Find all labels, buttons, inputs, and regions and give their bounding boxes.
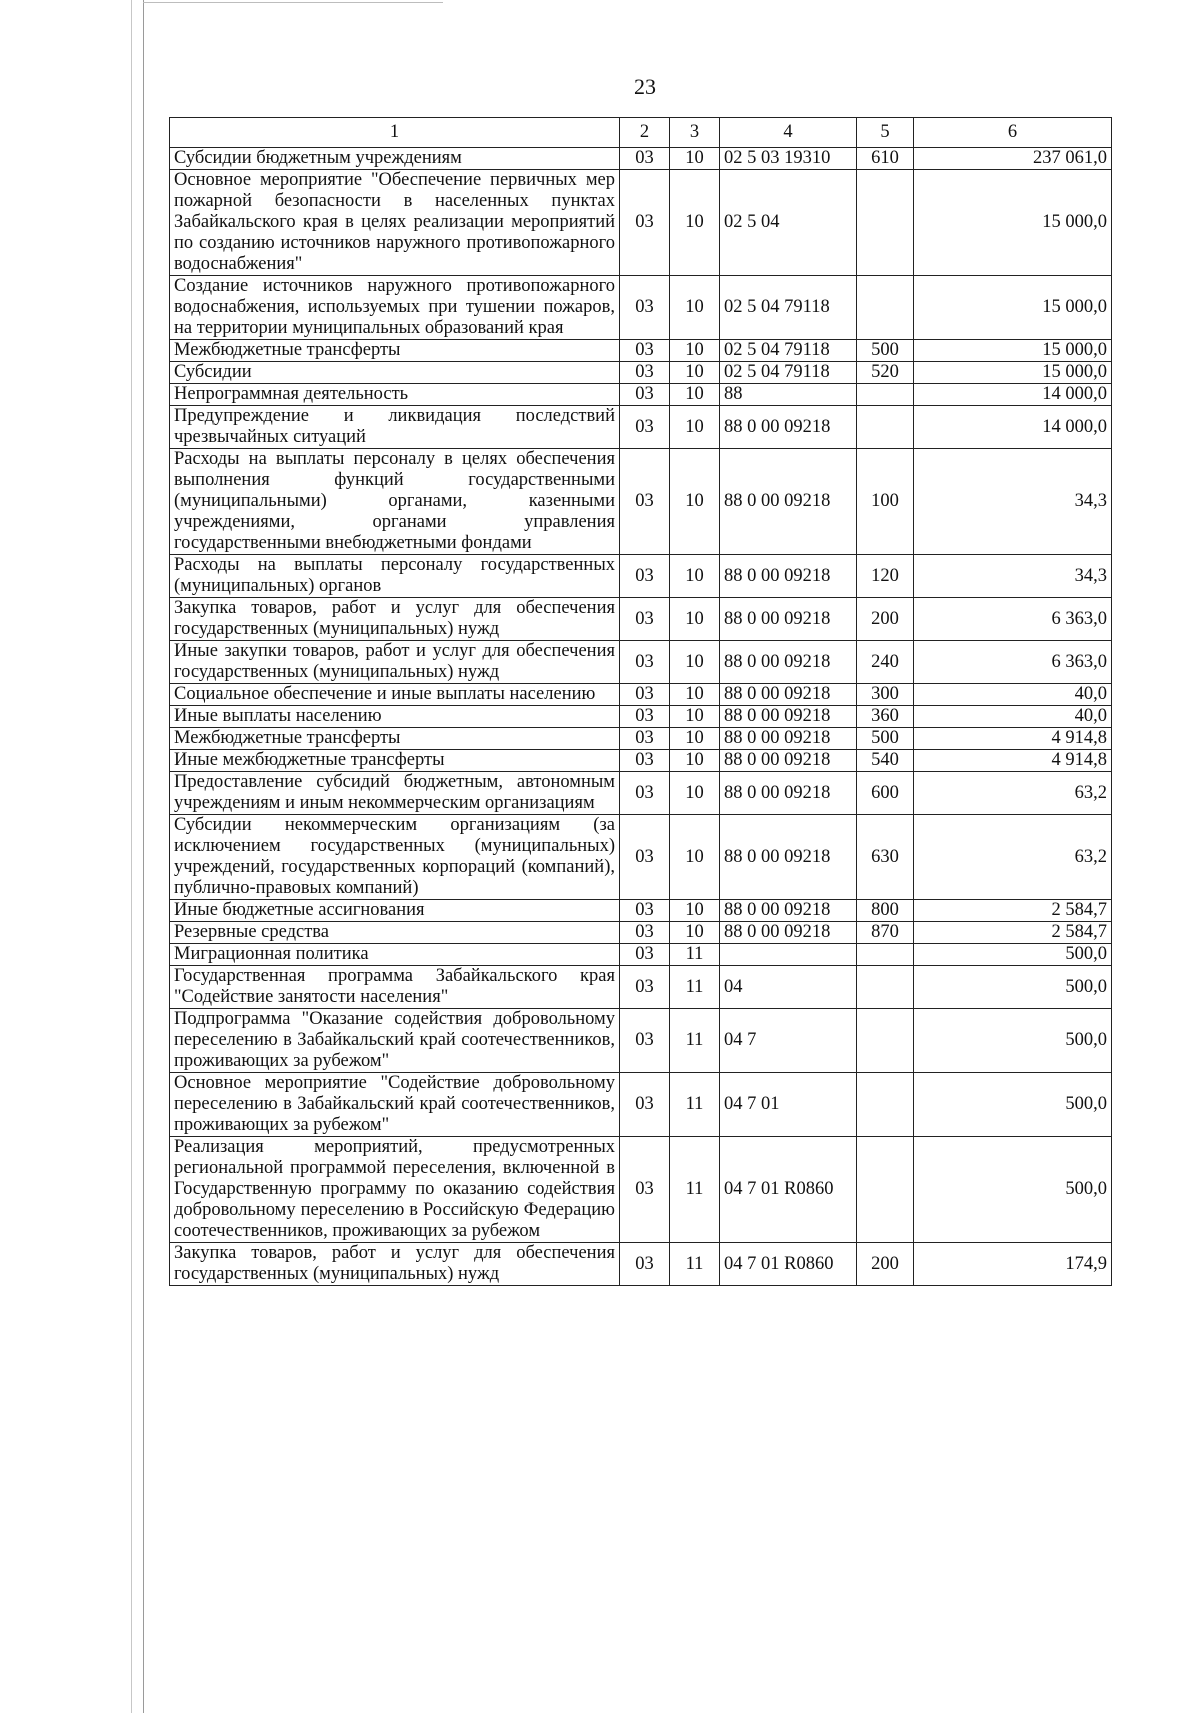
- table-row: [170, 750, 1112, 772]
- row-subsection-cell: 11: [670, 1137, 720, 1243]
- row-amount-cell: 4 914,8: [914, 728, 1112, 750]
- row-target-article-cell: 88 0 00 09218: [720, 555, 857, 598]
- row-subsection-cell: 10: [670, 276, 720, 340]
- row-amount-cell: 63,2: [914, 772, 1112, 815]
- row-subsection-cell: 11: [670, 966, 720, 1009]
- table-row: [170, 641, 1112, 684]
- row-amount-cell: 500,0: [914, 1137, 1112, 1243]
- row-name-cell: Субсидии некоммерческим организациям (за исключением государственных (муниципальных) учреждений, государственных корпораций (компаний), публично-правовых компаний): [170, 815, 620, 900]
- row-expense-type-cell: [857, 1009, 914, 1073]
- row-section-cell: 03: [620, 684, 670, 706]
- row-section-cell: 03: [620, 706, 670, 728]
- row-expense-type-cell: 600: [857, 772, 914, 815]
- row-target-article-cell: 04 7: [720, 1009, 857, 1073]
- row-subsection-cell: 10: [670, 641, 720, 684]
- row-subsection-cell: 10: [670, 922, 720, 944]
- row-expense-type-cell: 200: [857, 1243, 914, 1286]
- row-amount-cell: 14 000,0: [914, 406, 1112, 449]
- table-row: [170, 1009, 1112, 1073]
- row-expense-type-cell: 520: [857, 362, 914, 384]
- row-amount-cell: 174,9: [914, 1243, 1112, 1286]
- row-amount-cell: 6 363,0: [914, 641, 1112, 684]
- row-subsection-cell: 11: [670, 1073, 720, 1137]
- row-amount-cell: 6 363,0: [914, 598, 1112, 641]
- row-expense-type-cell: [857, 1073, 914, 1137]
- row-expense-type-cell: 120: [857, 555, 914, 598]
- row-amount-cell: 500,0: [914, 1009, 1112, 1073]
- header-cell: 4: [720, 118, 857, 148]
- row-name-cell: Расходы на выплаты персоналу в целях обеспечения выполнения функций государственными (муниципальными) органами, казенными учреждениями, органами управления государственными внебюджетными фондами: [170, 449, 620, 555]
- row-subsection-cell: 10: [670, 750, 720, 772]
- row-name-cell: Основное мероприятие "Обеспечение первичных мер пожарной безопасности в населенных пунктах Забайкальского края в целях реализации мероприятий по созданию источников наружного противопожарного водоснабжения": [170, 170, 620, 276]
- row-target-article-cell: 88 0 00 09218: [720, 684, 857, 706]
- table-row: [170, 772, 1112, 815]
- row-target-article-cell: 88: [720, 384, 857, 406]
- row-expense-type-cell: [857, 406, 914, 449]
- row-target-article-cell: 02 5 04 79118: [720, 362, 857, 384]
- row-expense-type-cell: 200: [857, 598, 914, 641]
- row-amount-cell: 40,0: [914, 706, 1112, 728]
- row-section-cell: 03: [620, 406, 670, 449]
- row-subsection-cell: 10: [670, 384, 720, 406]
- row-target-article-cell: 02 5 03 19310: [720, 148, 857, 170]
- row-target-article-cell: 02 5 04: [720, 170, 857, 276]
- row-expense-type-cell: 240: [857, 641, 914, 684]
- row-name-cell: Иные выплаты населению: [170, 706, 620, 728]
- row-name-cell: Закупка товаров, работ и услуг для обеспечения государственных (муниципальных) нужд: [170, 598, 620, 641]
- row-subsection-cell: 10: [670, 449, 720, 555]
- table-row: [170, 1137, 1112, 1243]
- row-expense-type-cell: [857, 276, 914, 340]
- row-section-cell: 03: [620, 772, 670, 815]
- row-target-article-cell: 02 5 04 79118: [720, 340, 857, 362]
- row-amount-cell: 2 584,7: [914, 922, 1112, 944]
- row-expense-type-cell: 800: [857, 900, 914, 922]
- row-name-cell: Создание источников наружного противопожарного водоснабжения, используемых при тушении пожаров, на территории муниципальных образований края: [170, 276, 620, 340]
- table-row: [170, 170, 1112, 276]
- row-subsection-cell: 10: [670, 340, 720, 362]
- table-row: [170, 406, 1112, 449]
- budget-table: [169, 117, 1112, 1286]
- row-subsection-cell: 10: [670, 900, 720, 922]
- row-amount-cell: 15 000,0: [914, 170, 1112, 276]
- row-section-cell: 03: [620, 384, 670, 406]
- row-amount-cell: 237 061,0: [914, 148, 1112, 170]
- row-section-cell: 03: [620, 900, 670, 922]
- table-row: [170, 922, 1112, 944]
- row-section-cell: 03: [620, 1073, 670, 1137]
- row-name-cell: Резервные средства: [170, 922, 620, 944]
- row-name-cell: Миграционная политика: [170, 944, 620, 966]
- row-name-cell: Иные бюджетные ассигнования: [170, 900, 620, 922]
- row-expense-type-cell: 100: [857, 449, 914, 555]
- row-expense-type-cell: [857, 170, 914, 276]
- row-amount-cell: 500,0: [914, 944, 1112, 966]
- table-row: [170, 276, 1112, 340]
- row-expense-type-cell: 500: [857, 340, 914, 362]
- row-name-cell: Непрограммная деятельность: [170, 384, 620, 406]
- row-section-cell: 03: [620, 728, 670, 750]
- row-subsection-cell: 10: [670, 684, 720, 706]
- row-expense-type-cell: [857, 384, 914, 406]
- row-amount-cell: 14 000,0: [914, 384, 1112, 406]
- row-expense-type-cell: [857, 1137, 914, 1243]
- row-name-cell: Социальное обеспечение и иные выплаты населению: [170, 684, 620, 706]
- row-name-cell: Предупреждение и ликвидация последствий чрезвычайных ситуаций: [170, 406, 620, 449]
- row-section-cell: 03: [620, 148, 670, 170]
- binding-margin-line: [131, 0, 132, 1713]
- row-name-cell: Межбюджетные трансферты: [170, 728, 620, 750]
- row-section-cell: 03: [620, 922, 670, 944]
- table-row: [170, 340, 1112, 362]
- header-cell: 5: [857, 118, 914, 148]
- row-target-article-cell: 88 0 00 09218: [720, 772, 857, 815]
- row-target-article-cell: 88 0 00 09218: [720, 449, 857, 555]
- row-amount-cell: 34,3: [914, 555, 1112, 598]
- row-subsection-cell: 11: [670, 1243, 720, 1286]
- row-name-cell: Иные межбюджетные трансферты: [170, 750, 620, 772]
- row-section-cell: 03: [620, 362, 670, 384]
- row-amount-cell: 4 914,8: [914, 750, 1112, 772]
- row-target-article-cell: 88 0 00 09218: [720, 598, 857, 641]
- row-subsection-cell: 11: [670, 1009, 720, 1073]
- table-row: [170, 1073, 1112, 1137]
- row-section-cell: 03: [620, 555, 670, 598]
- row-section-cell: 03: [620, 598, 670, 641]
- row-expense-type-cell: 360: [857, 706, 914, 728]
- row-name-cell: Основное мероприятие "Содействие добровольному переселению в Забайкальский край соотечественников, проживающих за рубежом": [170, 1073, 620, 1137]
- row-section-cell: 03: [620, 1009, 670, 1073]
- row-amount-cell: 15 000,0: [914, 276, 1112, 340]
- binding-margin-line: [143, 0, 144, 1713]
- table-header-row: [170, 118, 1112, 148]
- row-section-cell: 03: [620, 276, 670, 340]
- row-amount-cell: 40,0: [914, 684, 1112, 706]
- row-expense-type-cell: [857, 966, 914, 1009]
- row-subsection-cell: 10: [670, 772, 720, 815]
- row-amount-cell: 15 000,0: [914, 362, 1112, 384]
- row-amount-cell: 63,2: [914, 815, 1112, 900]
- row-name-cell: Расходы на выплаты персоналу государственных (муниципальных) органов: [170, 555, 620, 598]
- row-section-cell: 03: [620, 170, 670, 276]
- row-section-cell: 03: [620, 815, 670, 900]
- table-row: [170, 1243, 1112, 1286]
- row-section-cell: 03: [620, 944, 670, 966]
- header-cell: 6: [914, 118, 1112, 148]
- row-section-cell: 03: [620, 340, 670, 362]
- table-row: [170, 555, 1112, 598]
- row-expense-type-cell: 630: [857, 815, 914, 900]
- row-subsection-cell: 10: [670, 598, 720, 641]
- row-amount-cell: 500,0: [914, 1073, 1112, 1137]
- row-name-cell: Подпрограмма "Оказание содействия добровольному переселению в Забайкальский край соотечественников, проживающих за рубежом": [170, 1009, 620, 1073]
- header-cell: 3: [670, 118, 720, 148]
- table-row: [170, 598, 1112, 641]
- row-subsection-cell: 10: [670, 170, 720, 276]
- row-target-article-cell: 02 5 04 79118: [720, 276, 857, 340]
- row-amount-cell: 500,0: [914, 966, 1112, 1009]
- row-subsection-cell: 10: [670, 815, 720, 900]
- row-section-cell: 03: [620, 449, 670, 555]
- row-target-article-cell: 88 0 00 09218: [720, 728, 857, 750]
- row-expense-type-cell: 870: [857, 922, 914, 944]
- budget-table-body: [170, 118, 1112, 1286]
- table-row: [170, 944, 1112, 966]
- row-name-cell: Субсидии: [170, 362, 620, 384]
- row-name-cell: Субсидии бюджетным учреждениям: [170, 148, 620, 170]
- row-subsection-cell: 10: [670, 148, 720, 170]
- table-row: [170, 449, 1112, 555]
- table-row: [170, 684, 1112, 706]
- row-name-cell: Реализация мероприятий, предусмотренных региональной программой переселения, включенной в Государственную программу по оказанию содействия добровольному переселению в Российскую Федерацию соотечественников, проживающих за рубежом: [170, 1137, 620, 1243]
- table-row: [170, 362, 1112, 384]
- row-target-article-cell: 04 7 01 R0860: [720, 1137, 857, 1243]
- row-target-article-cell: 88 0 00 09218: [720, 815, 857, 900]
- header-cell: 2: [620, 118, 670, 148]
- row-expense-type-cell: [857, 944, 914, 966]
- table-row: [170, 148, 1112, 170]
- table-row: [170, 900, 1112, 922]
- row-section-cell: 03: [620, 750, 670, 772]
- row-section-cell: 03: [620, 1243, 670, 1286]
- row-subsection-cell: 11: [670, 944, 720, 966]
- table-row: [170, 706, 1112, 728]
- table-row: [170, 815, 1112, 900]
- row-amount-cell: 34,3: [914, 449, 1112, 555]
- row-section-cell: 03: [620, 641, 670, 684]
- row-name-cell: Закупка товаров, работ и услуг для обеспечения государственных (муниципальных) нужд: [170, 1243, 620, 1286]
- table-row: [170, 728, 1112, 750]
- table-row: [170, 384, 1112, 406]
- row-expense-type-cell: 540: [857, 750, 914, 772]
- row-section-cell: 03: [620, 966, 670, 1009]
- row-name-cell: Иные закупки товаров, работ и услуг для обеспечения государственных (муниципальных) нужд: [170, 641, 620, 684]
- row-target-article-cell: 88 0 00 09218: [720, 750, 857, 772]
- row-target-article-cell: 04: [720, 966, 857, 1009]
- row-expense-type-cell: 500: [857, 728, 914, 750]
- row-name-cell: Межбюджетные трансферты: [170, 340, 620, 362]
- table-row: [170, 966, 1112, 1009]
- header-cell: 1: [170, 118, 620, 148]
- page-number: 23: [634, 74, 656, 99]
- row-target-article-cell: 04 7 01: [720, 1073, 857, 1137]
- row-target-article-cell: 88 0 00 09218: [720, 900, 857, 922]
- row-subsection-cell: 10: [670, 362, 720, 384]
- row-subsection-cell: 10: [670, 728, 720, 750]
- row-target-article-cell: 88 0 00 09218: [720, 922, 857, 944]
- row-amount-cell: 15 000,0: [914, 340, 1112, 362]
- row-expense-type-cell: 300: [857, 684, 914, 706]
- row-name-cell: Предоставление субсидий бюджетным, автономным учреждениям и иным некоммерческим организациям: [170, 772, 620, 815]
- page-edge-line: [143, 2, 443, 3]
- row-expense-type-cell: 610: [857, 148, 914, 170]
- row-amount-cell: 2 584,7: [914, 900, 1112, 922]
- row-target-article-cell: [720, 944, 857, 966]
- row-target-article-cell: 88 0 00 09218: [720, 641, 857, 684]
- row-target-article-cell: 88 0 00 09218: [720, 706, 857, 728]
- row-section-cell: 03: [620, 1137, 670, 1243]
- row-subsection-cell: 10: [670, 406, 720, 449]
- row-target-article-cell: 88 0 00 09218: [720, 406, 857, 449]
- row-target-article-cell: 04 7 01 R0860: [720, 1243, 857, 1286]
- row-subsection-cell: 10: [670, 706, 720, 728]
- row-name-cell: Государственная программа Забайкальского края "Содействие занятости населения": [170, 966, 620, 1009]
- row-subsection-cell: 10: [670, 555, 720, 598]
